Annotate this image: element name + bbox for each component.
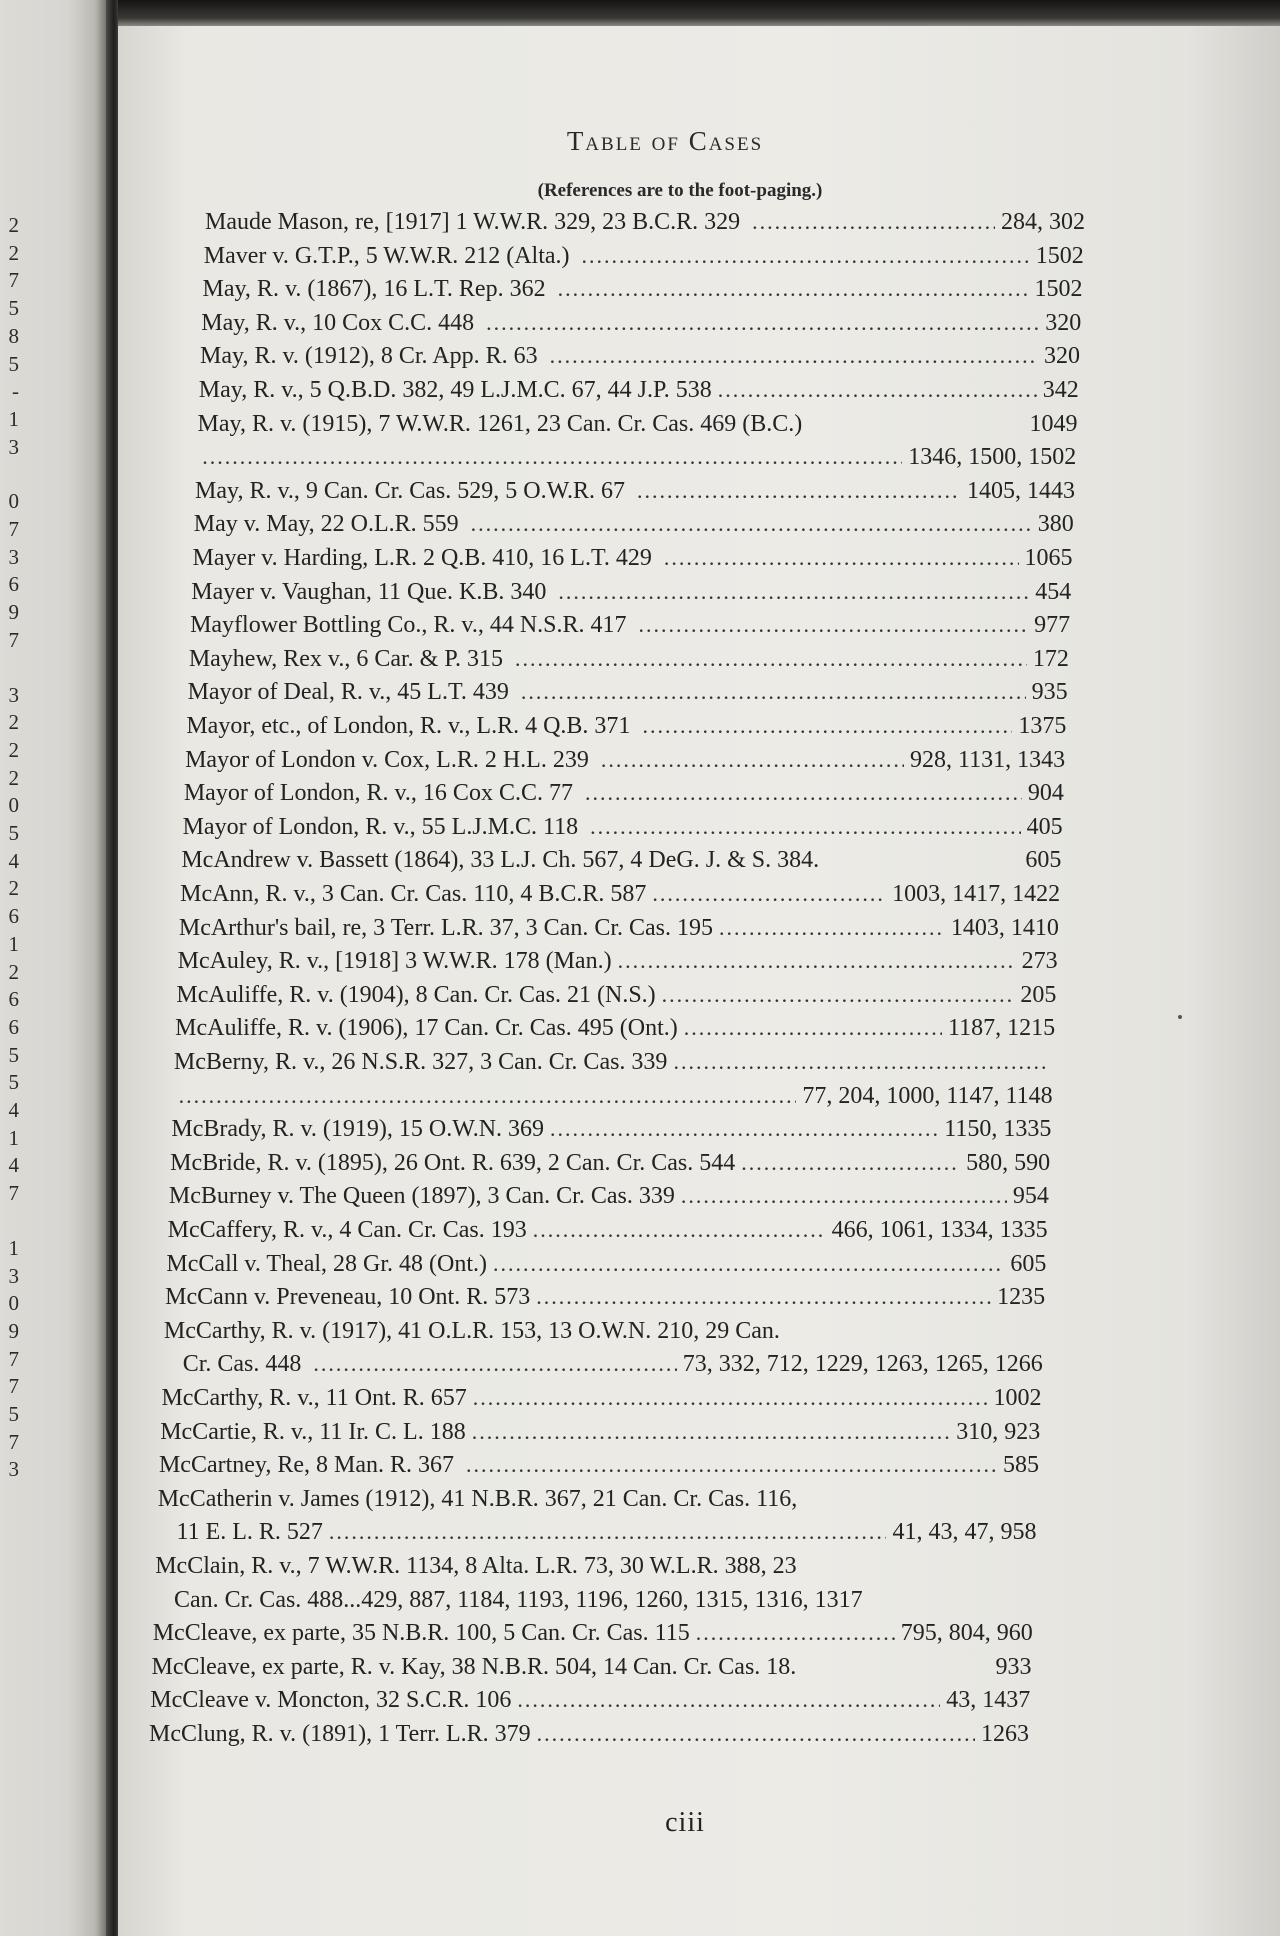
facing-page-number-fragment: 7 bbox=[8, 627, 20, 652]
case-citation: 11 E. L. R. 527 bbox=[176, 1519, 323, 1546]
page-references: 1346, 1500, 1502 bbox=[908, 444, 1077, 471]
facing-page-number-fragment: 6 bbox=[8, 572, 20, 597]
facing-page-number-fragment: 6 bbox=[8, 904, 20, 929]
dot-leader bbox=[466, 1449, 997, 1481]
case-entry bbox=[174, 1046, 1054, 1078]
facing-page-number-fragment: 0 bbox=[8, 1291, 20, 1316]
facing-page-number-fragment: 6 bbox=[8, 987, 20, 1012]
page-references: 405 bbox=[1026, 813, 1063, 840]
case-entry bbox=[173, 1080, 1053, 1112]
case-entry bbox=[203, 273, 1083, 305]
case-citation: May, R. v. (1915), 7 W.W.R. 1261, 23 Can. Cr. Cas. 469 (B.C.) bbox=[197, 410, 803, 437]
case-entry bbox=[168, 1214, 1048, 1246]
case-entry bbox=[199, 374, 1079, 406]
case-citation: May, R. v., 5 Q.B.D. 382, 49 L.J.M.C. 67, 44 J.P. 538 bbox=[198, 377, 712, 403]
page-references: 380 bbox=[1037, 511, 1074, 538]
page-references: 454 bbox=[1035, 578, 1072, 605]
case-entry bbox=[185, 744, 1065, 776]
facing-page-number-fragment: 7 bbox=[8, 1374, 20, 1399]
facing-page-number-fragment: 2 bbox=[8, 959, 20, 984]
case-citation: McClung, R. v. (1891), 1 Terr. L.R. 379 bbox=[149, 1721, 531, 1747]
page-references: 1502 bbox=[1034, 276, 1083, 303]
facing-page-number-fragment: 3 bbox=[8, 1457, 20, 1482]
dot-leader bbox=[537, 1718, 975, 1750]
case-citation: McAuliffe, R. v. (1904), 8 Can. Cr. Cas. 21 (N.S.) bbox=[176, 981, 656, 1008]
case-citation: May, R. v., 10 Cox C.C. 448 bbox=[201, 309, 481, 336]
page-references: 977 bbox=[1034, 612, 1071, 639]
page-references: 320 bbox=[1045, 309, 1082, 336]
page-references: 1150, 1335 bbox=[944, 1116, 1052, 1143]
page-references: 580, 590 bbox=[966, 1149, 1051, 1176]
facing-page-number-fragment: 2 bbox=[8, 737, 20, 762]
dot-leader bbox=[696, 1617, 895, 1649]
case-citation: May, R. v. (1912), 8 Cr. App. R. 63 bbox=[200, 343, 544, 370]
case-entry bbox=[201, 307, 1081, 339]
dot-leader bbox=[601, 744, 904, 776]
facing-page-number-fragment: 5 bbox=[8, 1070, 20, 1095]
case-entry bbox=[180, 878, 1060, 910]
dot-leader bbox=[558, 273, 1029, 305]
dot-leader bbox=[533, 1214, 826, 1246]
facing-page-number-fragment: 7 bbox=[8, 1181, 20, 1206]
dot-leader bbox=[664, 542, 1019, 574]
facing-page-number-fragment: 3 bbox=[8, 434, 20, 459]
case-entry bbox=[204, 240, 1084, 272]
facing-page-number-fragment: 8 bbox=[8, 323, 20, 348]
dot-leader bbox=[179, 1080, 797, 1112]
case-entry bbox=[170, 1147, 1050, 1179]
case-entry bbox=[186, 710, 1066, 742]
case-entry bbox=[165, 1281, 1045, 1313]
page-references: 1403, 1410 bbox=[950, 914, 1059, 941]
facing-page-number-fragment: 2 bbox=[8, 710, 20, 735]
dot-leader bbox=[618, 945, 1016, 977]
case-entry bbox=[176, 1516, 1036, 1548]
page-references: 1375 bbox=[1018, 713, 1067, 739]
page-references: 310, 923 bbox=[956, 1418, 1041, 1445]
page-speck bbox=[1178, 1015, 1182, 1019]
dot-leader bbox=[493, 1248, 1004, 1280]
case-entry bbox=[190, 609, 1070, 641]
case-citation: Mayer v. Harding, L.R. 2 Q.B. 410, 16 L.T. 429 bbox=[192, 545, 658, 571]
page-title: Table of Cases bbox=[566, 126, 764, 156]
case-citation: McCann v. Preveneau, 10 Ont. R. 573 bbox=[165, 1284, 531, 1311]
facing-page-number-fragment: 1 bbox=[8, 1125, 20, 1150]
case-citation: Maude Mason, re, [1917] 1 W.W.R. 329, 23 B.C.R. 329 bbox=[205, 209, 747, 235]
case-entry bbox=[184, 777, 1064, 809]
facing-page-number-fragment: 7 bbox=[8, 517, 20, 541]
page-references: 933 bbox=[995, 1653, 1032, 1680]
dot-leader bbox=[536, 1281, 991, 1313]
case-citation: McBride, R. v. (1895), 26 Ont. R. 639, 2 Can. Cr. Cas. 544 bbox=[170, 1149, 736, 1176]
case-citation: Can. Cr. Cas. 488...429, 887, 1184, 1193, 1196, 1260, 1315, 1316, 1317 bbox=[173, 1586, 863, 1613]
facing-page-number-fragment: 0 bbox=[8, 489, 20, 514]
page-references: 172 bbox=[1032, 645, 1069, 672]
page-references: 342 bbox=[1042, 377, 1079, 403]
page-references: 605 bbox=[1010, 1250, 1047, 1277]
case-entry bbox=[181, 844, 1061, 876]
dot-leader bbox=[652, 878, 886, 910]
page-references: 1003, 1417, 1422 bbox=[892, 881, 1061, 907]
case-citation: May, R. v., 9 Can. Cr. Cas. 529, 5 O.W.R. 67 bbox=[195, 477, 632, 504]
case-entry bbox=[198, 408, 1078, 440]
case-entry bbox=[191, 576, 1071, 608]
case-citation: McCaffery, R. v., 4 Can. Cr. Cas. 193 bbox=[167, 1217, 527, 1243]
page-references: 1002 bbox=[993, 1385, 1042, 1411]
case-citation: May, R. v. (1867), 16 L.T. Rep. 362 bbox=[202, 276, 552, 303]
case-citation: McCleave, ex parte, R. v. Kay, 38 N.B.R. 504, 14 Can. Cr. Cas. 18. bbox=[151, 1653, 797, 1680]
dot-leader bbox=[473, 1382, 988, 1414]
page-references: 320 bbox=[1044, 343, 1081, 370]
facing-page-number-fragment: 7 bbox=[8, 268, 20, 293]
case-entry bbox=[183, 811, 1063, 843]
case-citation: McBurney v. The Queen (1897), 3 Can. Cr. Cas. 339 bbox=[168, 1183, 675, 1210]
dot-leader bbox=[515, 643, 1027, 675]
facing-page-number-fragment: 5 bbox=[8, 351, 20, 376]
case-citation: Maver v. G.T.P., 5 W.W.R. 212 (Alta.) bbox=[203, 242, 576, 269]
page-references: 1502 bbox=[1035, 242, 1084, 269]
dot-leader bbox=[558, 576, 1029, 608]
page-references: 273 bbox=[1021, 948, 1058, 975]
case-entry bbox=[175, 1012, 1055, 1044]
facing-page-number-fragment: 1 bbox=[8, 1235, 20, 1260]
case-entry bbox=[151, 1651, 1031, 1683]
page-references: 205 bbox=[1020, 981, 1057, 1008]
case-entry bbox=[150, 1684, 1030, 1716]
case-citation: Mayflower Bottling Co., R. v., 44 N.S.R. 417 bbox=[190, 612, 633, 639]
case-entry bbox=[200, 340, 1080, 372]
facing-page-number-fragment: - bbox=[12, 379, 20, 404]
dot-leader bbox=[517, 1684, 940, 1716]
page-references: 73, 332, 712, 1229, 1263, 1265, 1266 bbox=[682, 1351, 1043, 1378]
case-citation: McCleave, ex parte, 35 N.B.R. 100, 5 Can. Cr. Cas. 115 bbox=[152, 1620, 690, 1647]
case-citation: Mayor of London, R. v., 55 L.J.M.C. 118 bbox=[182, 813, 585, 840]
dot-leader bbox=[329, 1516, 887, 1548]
dot-leader bbox=[662, 979, 1015, 1011]
facing-page-number-fragment: 1 bbox=[8, 406, 20, 431]
case-citation: McAuley, R. v., [1918] 3 W.W.R. 178 (Man.) bbox=[177, 948, 612, 975]
case-entry bbox=[153, 1617, 1033, 1649]
case-citation: McBrady, R. v. (1919), 15 O.W.N. 369 bbox=[171, 1116, 545, 1143]
case-citation: May v. May, 22 O.L.R. 559 bbox=[193, 511, 465, 538]
case-entry bbox=[155, 1550, 1035, 1582]
case-citation: McCleave v. Moncton, 32 S.C.R. 106 bbox=[150, 1687, 512, 1714]
page-subtitle: (References are to the foot-paging.) bbox=[537, 180, 823, 201]
case-entry bbox=[166, 1248, 1046, 1280]
dot-leader bbox=[582, 240, 1030, 272]
page-references: 585 bbox=[1002, 1452, 1039, 1479]
dot-leader bbox=[585, 777, 1022, 809]
case-entry bbox=[160, 1416, 1040, 1448]
case-entry bbox=[171, 1113, 1051, 1145]
dot-leader bbox=[202, 441, 902, 473]
dot-leader bbox=[639, 609, 1029, 641]
case-citation: Mayor of Deal, R. v., 45 L.T. 439 bbox=[187, 679, 515, 706]
facing-page-number-fragment: 7 bbox=[8, 1429, 20, 1454]
facing-page-number-fragment: 2 bbox=[8, 240, 20, 265]
facing-page-number-fragment: 5 bbox=[8, 1042, 20, 1067]
facing-page-number-fragment: 3 bbox=[8, 682, 20, 707]
dot-leader bbox=[313, 1348, 676, 1380]
dot-leader bbox=[684, 1012, 942, 1044]
case-citation: Cr. Cas. 448 bbox=[182, 1351, 308, 1378]
facing-page-number-fragment: 2 bbox=[8, 876, 20, 901]
case-entry bbox=[176, 979, 1056, 1011]
dot-leader bbox=[590, 811, 1020, 843]
page-references: 1065 bbox=[1024, 545, 1073, 571]
case-entry bbox=[149, 1718, 1029, 1750]
dot-leader bbox=[752, 206, 995, 238]
case-entry bbox=[183, 1348, 1043, 1380]
case-entry bbox=[188, 676, 1068, 708]
case-entry bbox=[194, 508, 1074, 540]
case-entry bbox=[196, 441, 1076, 473]
dot-leader bbox=[741, 1147, 960, 1179]
page-references: 466, 1061, 1334, 1335 bbox=[831, 1217, 1048, 1243]
case-citation: McAndrew v. Bassett (1864), 33 L.J. Ch. 567, 4 DeG. J. & S. 384. bbox=[181, 847, 820, 874]
page-references: 935 bbox=[1031, 679, 1068, 706]
facing-page-number-fragment: 5 bbox=[8, 1402, 20, 1426]
dot-leader bbox=[550, 340, 1038, 372]
dot-leader bbox=[521, 676, 1026, 708]
case-entry bbox=[189, 643, 1069, 675]
case-entry bbox=[174, 1584, 1034, 1616]
case-entry bbox=[159, 1449, 1039, 1481]
case-citation: Mayor, etc., of London, R. v., L.R. 4 Q.B. 371 bbox=[186, 713, 637, 739]
case-entry bbox=[178, 945, 1058, 977]
dot-leader bbox=[637, 475, 961, 507]
page-folio: ciii bbox=[665, 1807, 705, 1838]
case-entry bbox=[195, 475, 1075, 507]
case-citation: McCartney, Re, 8 Man. R. 367 bbox=[158, 1452, 461, 1479]
dot-leader bbox=[681, 1180, 1007, 1212]
case-citation: McAuliffe, R. v. (1906), 17 Can. Cr. Cas. 495 (Ont.) bbox=[175, 1015, 678, 1042]
facing-page-number-fragment: 6 bbox=[8, 1014, 20, 1039]
dot-leader bbox=[471, 508, 1032, 540]
page-references: 928, 1131, 1343 bbox=[909, 746, 1066, 773]
page-references: 77, 204, 1000, 1147, 1148 bbox=[802, 1082, 1053, 1109]
case-entry bbox=[205, 206, 1085, 238]
facing-page-number-fragment: 3 bbox=[8, 544, 20, 569]
facing-page-number-fragment: 9 bbox=[8, 600, 20, 625]
page-references: 41, 43, 47, 958 bbox=[892, 1519, 1037, 1546]
dot-leader bbox=[673, 1046, 1047, 1078]
case-entry bbox=[193, 542, 1073, 574]
case-citation: Mayor of London v. Cox, L.R. 2 H.L. 239 bbox=[185, 746, 595, 773]
page-references: 43, 1437 bbox=[946, 1687, 1031, 1714]
facing-page-number-fragment: 9 bbox=[8, 1318, 20, 1343]
case-entry bbox=[169, 1180, 1049, 1212]
page-references: 1187, 1215 bbox=[948, 1015, 1056, 1042]
case-entry bbox=[161, 1382, 1041, 1414]
case-citation: Mayer v. Vaughan, 11 Que. K.B. 340 bbox=[191, 578, 553, 605]
page-references: 284, 302 bbox=[1001, 209, 1085, 235]
dot-leader bbox=[719, 912, 945, 944]
case-entry bbox=[164, 1315, 1044, 1347]
page-references: 1405, 1443 bbox=[967, 477, 1076, 504]
page-references: 605 bbox=[1025, 847, 1062, 874]
facing-page-number-fragment: 0 bbox=[8, 793, 20, 818]
facing-page-number-fragment: 2 bbox=[8, 213, 20, 237]
dot-leader bbox=[642, 710, 1012, 742]
page-references: 904 bbox=[1027, 780, 1064, 807]
case-citation: Mayor of London, R. v., 16 Cox C.C. 77 bbox=[183, 780, 579, 807]
case-citation: McAnn, R. v., 3 Can. Cr. Cas. 110, 4 B.C.R. 587 bbox=[180, 881, 647, 907]
case-citation: McBerny, R. v., 26 N.S.R. 327, 3 Can. Cr. Cas. 339 bbox=[173, 1049, 668, 1075]
dot-leader bbox=[550, 1113, 938, 1145]
page-references: 1049 bbox=[1029, 410, 1078, 437]
dot-leader bbox=[486, 307, 1039, 339]
page-references: 1263 bbox=[981, 1721, 1029, 1747]
case-citation: McCartie, R. v., 11 Ir. C. L. 188 bbox=[160, 1418, 466, 1445]
dot-leader bbox=[472, 1416, 950, 1448]
case-entry bbox=[158, 1483, 1038, 1515]
case-citation: McClain, R. v., 7 W.W.R. 1134, 8 Alta. L.R. 73, 30 W.L.R. 388, 23 bbox=[155, 1553, 797, 1579]
facing-page-number-fragment: 7 bbox=[8, 1346, 20, 1371]
case-entry bbox=[179, 912, 1059, 944]
facing-page-number-fragment: 1 bbox=[8, 931, 20, 956]
page-references: 954 bbox=[1012, 1183, 1049, 1210]
case-citation: Mayhew, Rex v., 6 Car. & P. 315 bbox=[188, 645, 510, 672]
case-citation: McCall v. Theal, 28 Gr. 48 (Ont.) bbox=[166, 1250, 488, 1277]
facing-page-number-fragment: 5 bbox=[8, 821, 20, 845]
facing-page-number-fragment: 4 bbox=[8, 1098, 20, 1122]
facing-page-number-fragment: 2 bbox=[8, 765, 20, 790]
page-references: 1235 bbox=[997, 1284, 1046, 1311]
page-references: 795, 804, 960 bbox=[900, 1620, 1033, 1647]
facing-page-number-fragment: 4 bbox=[8, 1153, 20, 1178]
facing-page-number-fragment: 5 bbox=[8, 296, 20, 321]
facing-page-number-fragment: 4 bbox=[8, 848, 20, 873]
case-citation: McCatherin v. James (1912), 41 N.B.R. 367, 21 Can. Cr. Cas. 116, bbox=[157, 1485, 798, 1512]
facing-page-number-fragment: 3 bbox=[8, 1263, 20, 1288]
case-citation: McArthur's bail, re, 3 Terr. L.R. 37, 3 Can. Cr. Cas. 195 bbox=[178, 914, 713, 941]
case-citation: McCarthy, R. v. (1917), 41 O.L.R. 153, 13 O.W.N. 210, 29 Can. bbox=[163, 1317, 780, 1344]
case-citation: McCarthy, R. v., 11 Ont. R. 657 bbox=[161, 1385, 467, 1411]
dot-leader bbox=[718, 374, 1037, 406]
